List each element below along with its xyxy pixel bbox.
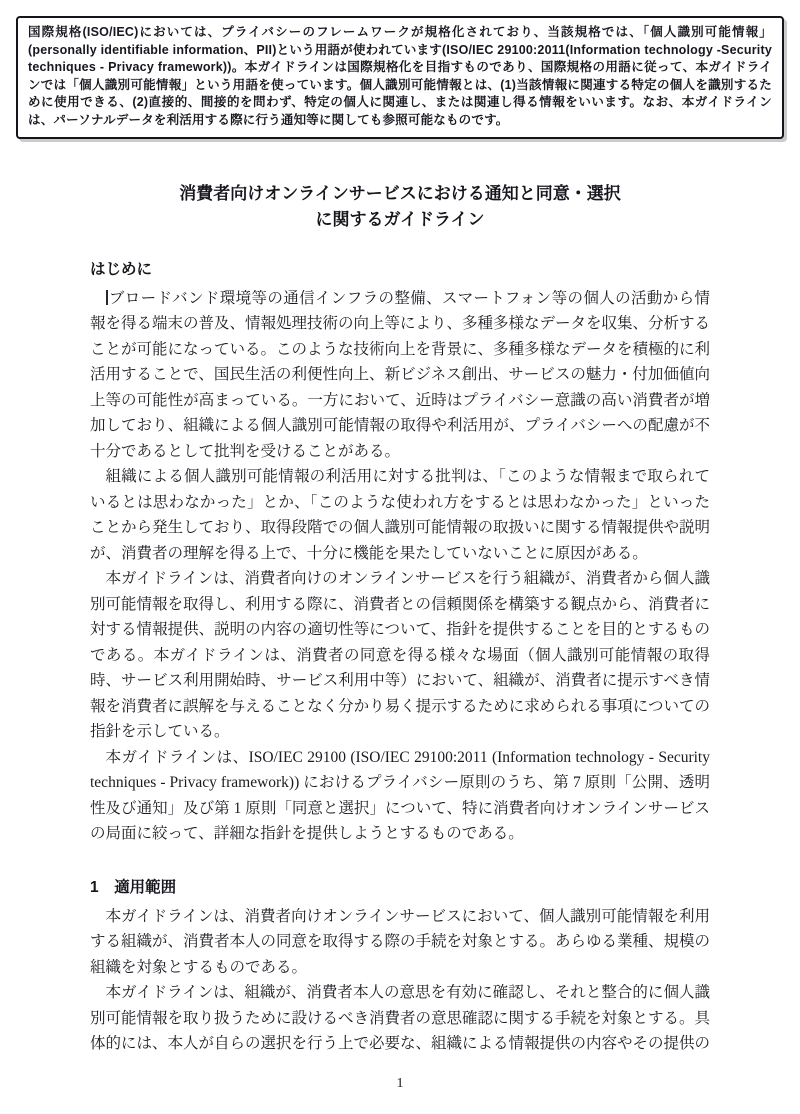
document-title bbox=[0, 181, 800, 233]
notice-box-text: 国際規格(ISO/IEC)においては、プライバシーのフレームワークが規格化されており、当該規格では、「個人識別可能情報」(personally identifiable information、PII)という用語が使われています(ISO/IEC 29100:2011(Information technology -Security techniques - Privacy framework))。本ガイドラインは国際規格化を目指すものであり、国際規格の用語に従って、本ガイドラインでは「個人識別可能情報」という用語を使っています。個人識別可能情報とは、(1)当該情報に関連する特定の個人を識別するために使用できる、(2)直接的、間接的を問わず、特定の個人に関連し、または関連し得る情報をいいます。なお、本ガイドラインは、パーソナルデータを利活用する際に行う通知等に関しても参照可能なものです。 bbox=[28, 25, 772, 127]
document-body bbox=[90, 259, 710, 1057]
section-heading-introduction: はじめに bbox=[90, 260, 153, 278]
paragraph: 本ガイドラインは、消費者向けオンラインサービスにおいて、個人識別可能情報を利用する組織が、消費者本人の同意を取得する際の手続を対象とする。あらゆる業種、規模の組織を対象とするものである。 bbox=[90, 907, 711, 976]
page-number: 1 bbox=[396, 1076, 404, 1091]
paragraph: 本ガイドラインは、消費者向けのオンラインサービスを行う組織が、消費者から個人識別可能情報を取得し、利用する際に、消費者との信頼関係を構築する観点から、消費者に対する情報提供、説明の内容の適切性等について、指針を提供することを目的とするものである。本ガイドラインは、消費者の同意を得る様々な場面（個人識別可能情報の取得時、サービス利用開始時、サービス利用中等）において、組織が、消費者に提示すべき情報を消費者に誤解を与えることなく分かり易く提示するために求められる事項についての指針を示している。 bbox=[90, 570, 711, 741]
document-title-line-1: 消費者向けオンラインサービスにおける通知と同意・選択 bbox=[179, 183, 621, 203]
section-scope bbox=[90, 877, 710, 1057]
paragraph-text: ブロードバンド環境等の通信インフラの整備、スマートフォン等の個人の活動から情報を得る端末の普及、情報処理技術の向上等により、多種多様なデータを収集、分析することが可能になっている。このような技術向上を背景に、多種多様なデータを積極的に利活用することで、国民生活の利便性向上、新ビジネス創出、サービスの魅力・付加価値向上等の可能性が高まっている。一方において、近時はプライバシー意識の高い消費者が増加しており、組織による個人識別可能情報の取得や利活用が、プライバシーへの配慮が不十分であるとして批判を受けることがある。 bbox=[90, 289, 711, 460]
text-cursor-artifact bbox=[106, 290, 108, 305]
document-title-line-2: に関するガイドライン bbox=[315, 209, 485, 229]
paragraph: 本ガイドラインは、組織が、消費者本人の意思を有効に確認し、それと整合的に個人識別可能情報を取り扱うために設けるべき消費者の意思確認に関する手続を対象とする。具体的には、本人が自らの選択を行う上で必要な、組織による情報提供の内容やその提供の bbox=[90, 984, 711, 1053]
section-heading-scope: 1 適用範囲 bbox=[90, 878, 177, 896]
notice-box bbox=[16, 16, 784, 139]
document-page bbox=[0, 16, 800, 1114]
section-introduction bbox=[90, 259, 710, 847]
paragraph bbox=[90, 286, 710, 465]
paragraph: 組織による個人識別可能情報の利活用に対する批判は、「このような情報まで取られているとは思わなかった」とか、「このような使われ方をするとは思わなかった」といったことから発生しており、取得段階での個人識別可能情報の取扱いに関する情報提供や説明が、消費者の理解を得る上で、十分に機能を果たしていないことに原因がある。 bbox=[90, 468, 711, 562]
paragraph: 本ガイドラインは、ISO/IEC 29100 (ISO/IEC 29100:2011 (Information technology - Security techniques - Privacy framework)) におけるプライバシー原則のうち、第 7 原則「公開、透明性及び通知」及び第 1 原則「同意と選択」について、特に消費者向けオンラインサービスの局面に絞って、詳細な指針を提供しようとするものである。 bbox=[90, 748, 710, 843]
